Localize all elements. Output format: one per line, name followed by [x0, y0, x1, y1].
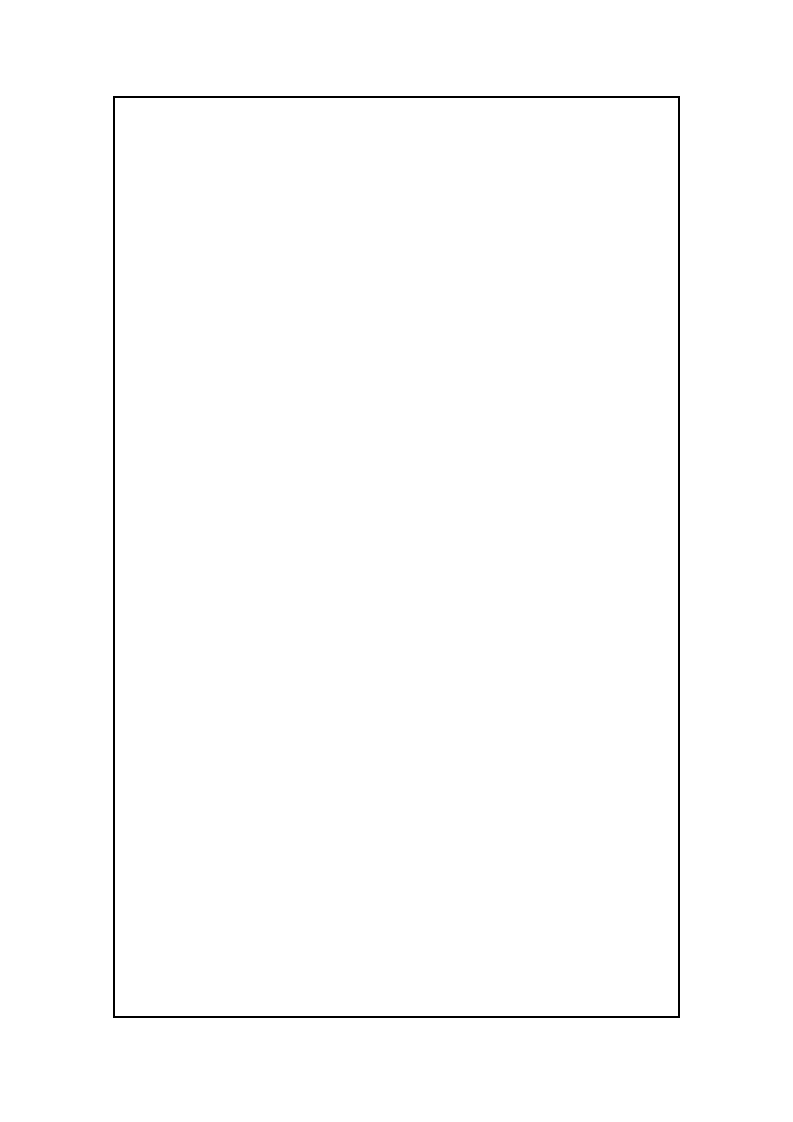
page-frame [113, 96, 680, 1018]
